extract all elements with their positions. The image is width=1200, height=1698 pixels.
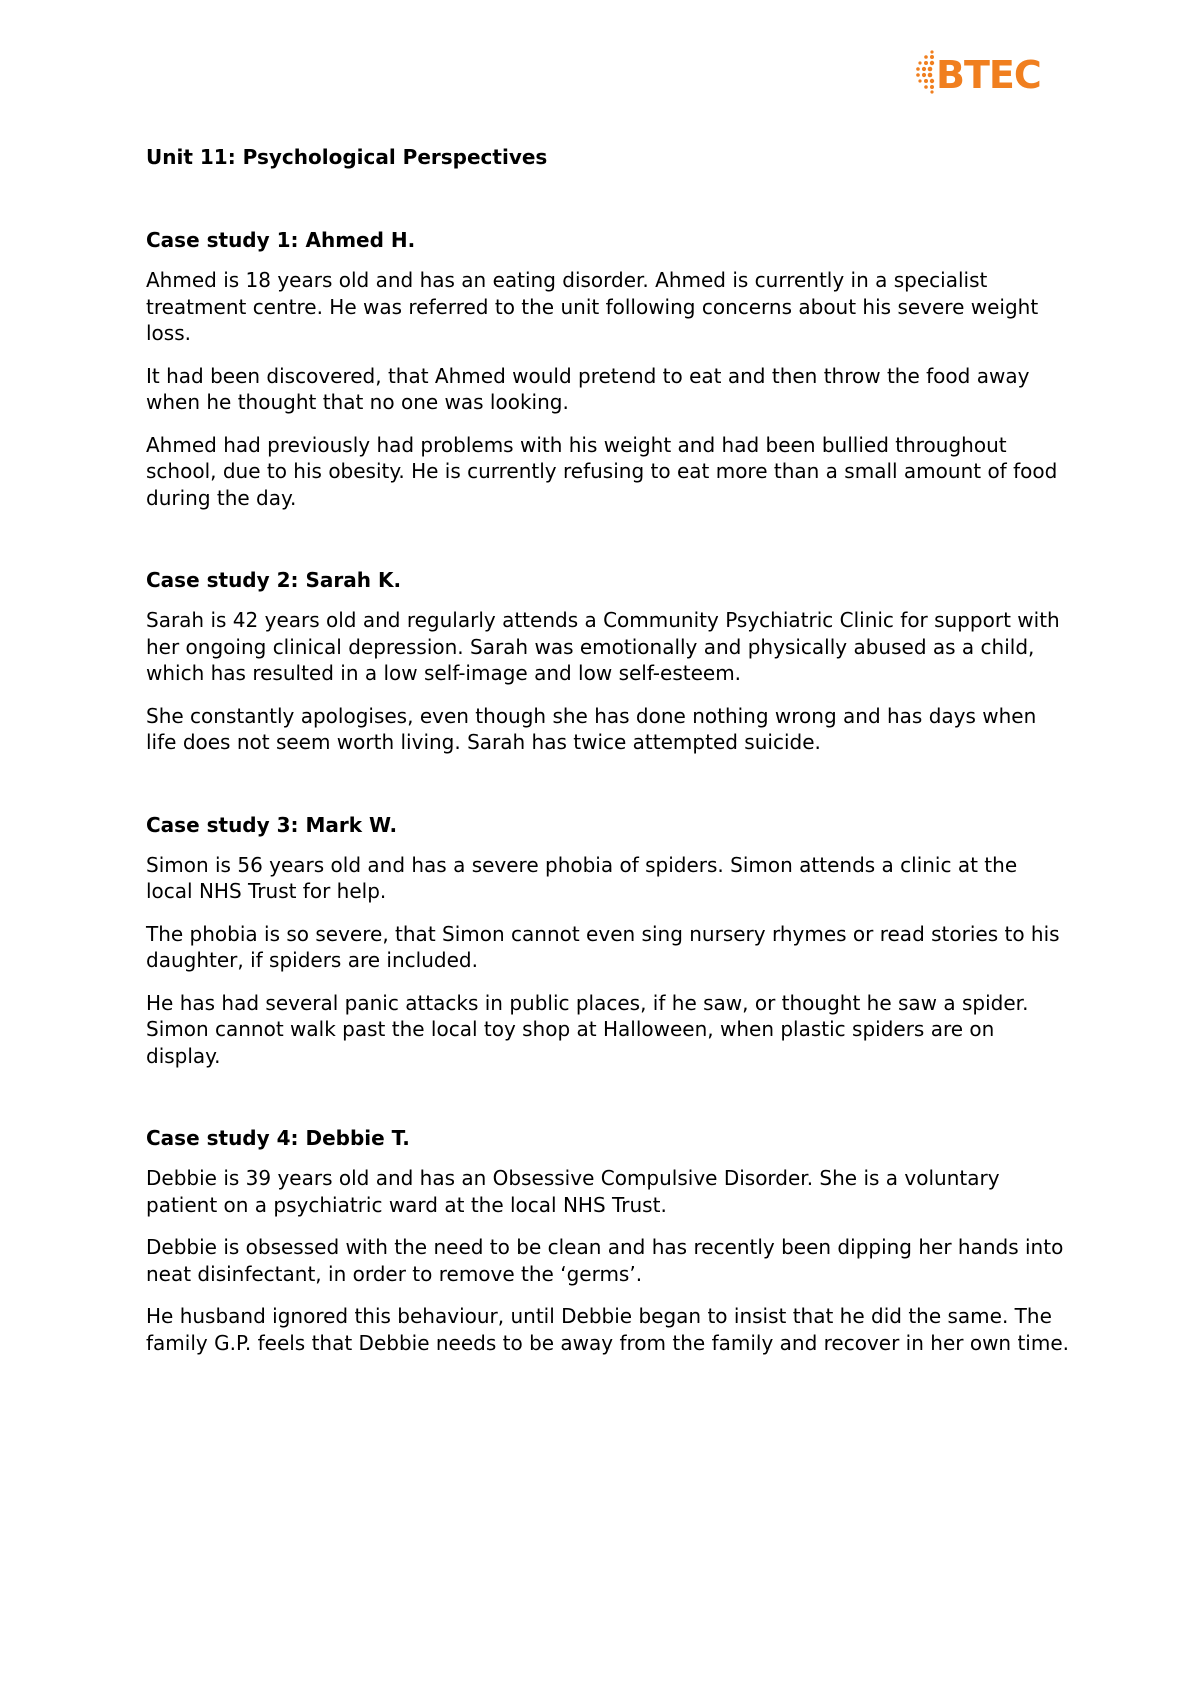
case-study-heading: Case study 2: Sarah K.: [146, 568, 402, 592]
btec-logo: [914, 48, 1064, 100]
btec-logo-graphic: [914, 48, 1064, 100]
case-studies: [146, 227, 1070, 1356]
case-study-paragraph: Ahmed had previously had problems with his weight and had been bullied throughout school, due to his obesity. He is currently refusing to eat more than a small amount of food during the day.: [146, 432, 1058, 510]
case-study-paragraph: Debbie is 39 years old and has an Obsessive Compulsive Disorder. She is a voluntary patient on a psychiatric ward at the local NHS Trust.: [146, 1166, 1000, 1217]
case-study-paragraph: Debbie is obsessed with the need to be clean and has recently been dipping her hands into neat disinfectant, in order to remove the ‘germs’.: [146, 1235, 1064, 1286]
case-study-heading: Case study 4: Debbie T.: [146, 1126, 410, 1150]
case-study-paragraph: Ahmed is 18 years old and has an eating disorder. Ahmed is currently in a specialist treatment centre. He was referred to the unit following concerns about his severe weight loss.: [146, 268, 1039, 345]
case-study-paragraph: The phobia is so severe, that Simon cannot even sing nursery rhymes or read stories to his daughter, if spiders are included.: [146, 921, 1060, 972]
case-study-heading: Case study 1: Ahmed H.: [146, 228, 416, 252]
case-study-4: [146, 1125, 1070, 1356]
case-study-paragraph: He husband ignored this behaviour, until Debbie began to insist that he did the same. The family G.P. feels that Debbie needs to be away from the family and recover in her own time.: [146, 1304, 1069, 1355]
case-study-1: [146, 227, 1070, 511]
document-title: Unit 11: Psychological Perspectives: [146, 145, 548, 169]
case-study-paragraph: He has had several panic attacks in public places, if he saw, or thought he saw a spider. Simon cannot walk past the local toy shop at Halloween, when plastic spiders are on display.: [146, 990, 1029, 1068]
case-study-paragraph: It had been discovered, that Ahmed would pretend to eat and then throw the food away when he thought that no one was looking.: [146, 363, 1030, 414]
case-study-heading: Case study 3: Mark W.: [146, 812, 398, 837]
case-study-2: [146, 567, 1070, 756]
case-study-paragraph: Simon is 56 years old and has a severe phobia of spiders. Simon attends a clinic at the local NHS Trust for help.: [146, 852, 1018, 903]
case-study-paragraph: Sarah is 42 years old and regularly attends a Community Psychiatric Clinic for support with her ongoing clinical depression. Sarah was emotionally and physically abused as a child, which has resulted in a low self-image and low self-esteem.: [146, 608, 1060, 685]
case-study-paragraph: She constantly apologises, even though she has done nothing wrong and has days when life does not seem worth living. Sarah has twice attempted suicide.: [146, 703, 1037, 754]
btec-logo-text: BTEC: [936, 53, 1041, 97]
dot-matrix-icon: [916, 50, 934, 93]
case-study-3: [146, 812, 1070, 1070]
document-body: [146, 144, 1070, 1412]
